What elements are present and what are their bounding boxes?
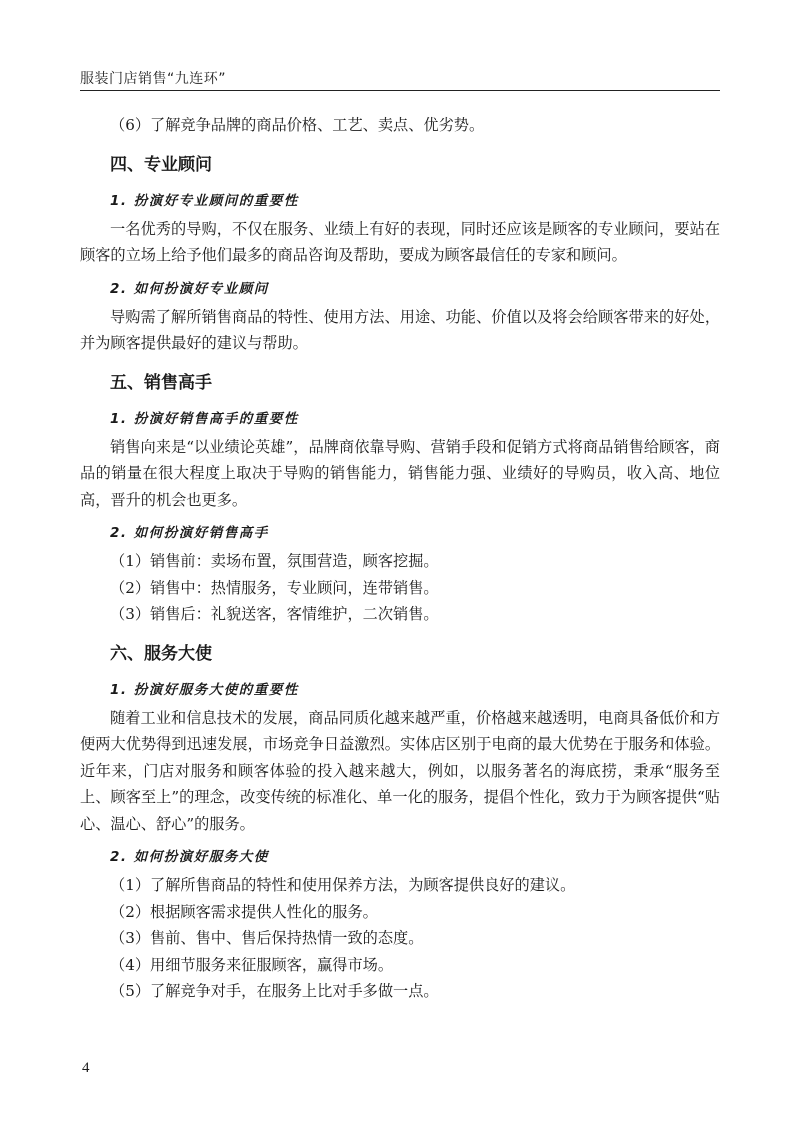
page-body: [80, 112, 720, 1005]
subheading: 2. 如何扮演好服务大使: [110, 849, 269, 865]
list-item: （3）销售后：礼貌送客，客情维护，二次销售。: [110, 605, 439, 623]
paragraph: 销售向来是“以业绩论英雄”，品牌商依靠导购、营销手段和促销方式将商品销售给顾客，商品的销量在很大程度上取决于导购的销售能力，销售能力强、业绩好的导购员，收入高、地位高，晋升的机会也更多。: [80, 437, 720, 509]
page-number: 4: [82, 1060, 90, 1076]
section-heading-4: 四、专业顾问: [110, 154, 212, 175]
list-item: （5）了解竞争对手，在服务上比对手多做一点。: [110, 982, 439, 1000]
header-divider: [80, 90, 720, 91]
list-item: （3）售前、售中、售后保持热情一致的态度。: [110, 929, 424, 947]
section-heading-6: 六、服务大使: [110, 643, 212, 664]
list-item: （2）销售中：热情服务，专业顾问，连带销售。: [110, 578, 439, 597]
list-item: （4）用细节服务来征服顾客，赢得市场。: [110, 955, 394, 974]
section-heading-5: 五、销售高手: [110, 372, 212, 393]
subheading: 1. 扮演好服务大使的重要性: [110, 681, 299, 698]
paragraph: 随着工业和信息技术的发展，商品同质化越来越严重，价格越来越透明，电商具备低价和方便两大优势得到迅速发展，市场竞争日益激烈。实体店区别于电商的最大优势在于服务和体验。近年来，门店对服务和顾客体验的投入越来越大，例如，以服务著名的海底捞，秉承“服务至上、顾客至上”的理念，改变传统的标准化、单一化的服务，提倡个性化，致力于为顾客提供“贴心、温心、舒心”的服务。: [80, 708, 720, 833]
paragraph: 一名优秀的导购，不仅在服务、业绩上有好的表现，同时还应该是顾客的专业顾问，要站在顾客的立场上给予他们最多的商品咨询及帮助，要成为顾客最信任的专家和顾问。: [80, 219, 720, 264]
paragraph: 导购需了解所销售商品的特性、使用方法、用途、功能、价值以及将会给顾客带来的好处，并为顾客提供最好的建议与帮助。: [80, 307, 720, 352]
list-item: （1）了解所售商品的特性和使用保养方法，为顾客提供良好的建议。: [110, 876, 576, 894]
list-item: （2）根据顾客需求提供人性化的服务。: [110, 902, 378, 921]
subheading: 1. 扮演好销售高手的重要性: [110, 410, 299, 427]
running-head-title: 服装门店销售“九连环”: [80, 71, 227, 87]
list-item: （6）了解竞争品牌的商品价格、工艺、卖点、优劣势。: [110, 116, 485, 134]
list-item: （1）销售前：卖场布置，氛围营造，顾客挖掘。: [110, 552, 439, 570]
subheading: 2. 如何扮演好专业顾问: [110, 280, 269, 297]
subheading: 1. 扮演好专业顾问的重要性: [110, 192, 299, 209]
subheading: 2. 如何扮演好销售高手: [110, 525, 269, 541]
